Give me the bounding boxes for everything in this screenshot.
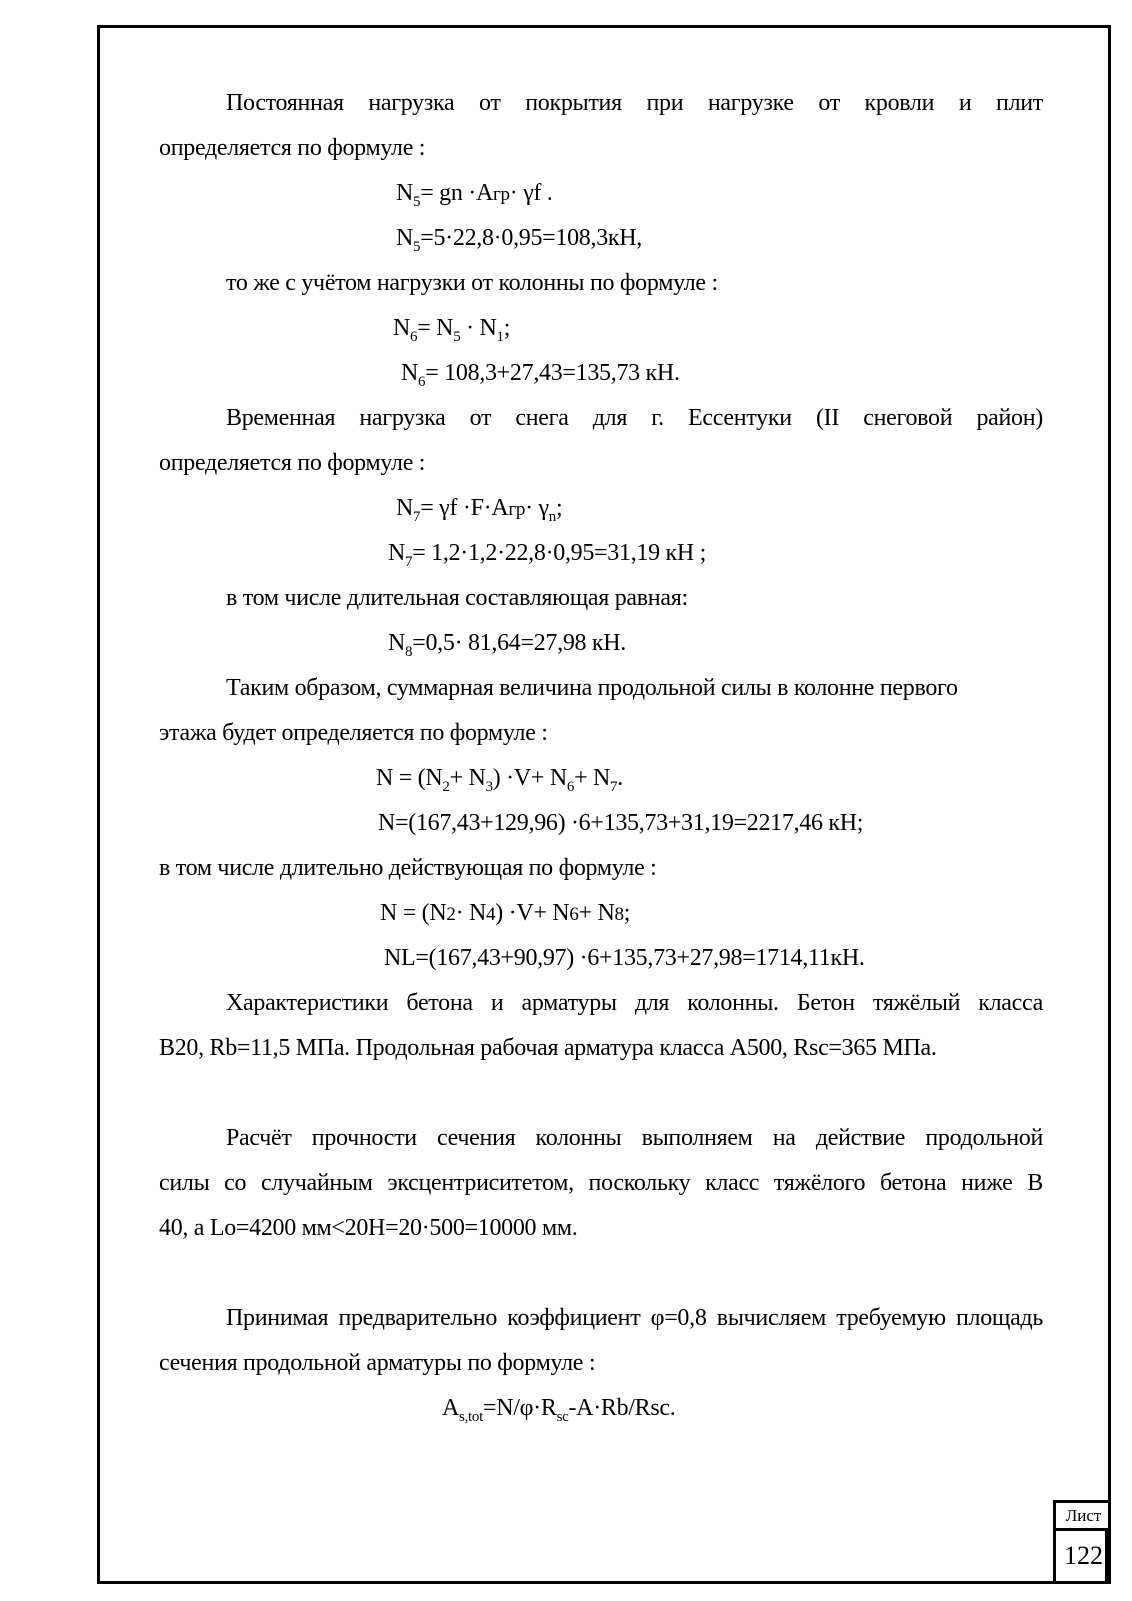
formula-n5-calc: $N_5=5\cdot 22,8\cdot 0,95=108,3кН$, — [396, 225, 642, 255]
formula-n5: $N_5=$ gn ·Aгр· γf . — [396, 180, 553, 210]
text-line: сечения продольной арматуры по формуле : — [159, 1350, 596, 1376]
formula-nl: N = (N2· N4) ·V+ N6+ N8; — [380, 900, 631, 926]
text-line: Расчёт прочности сечения колонны выполняем на действие продольной — [226, 1125, 1043, 1151]
text-line: определяется по формуле : — [159, 450, 426, 476]
page-number: 122 — [1064, 1541, 1103, 1570]
stamp-label: Лист — [1065, 1506, 1102, 1525]
formula-n-total-calc: N=(167,43+129,96) ·6+135,73+31,19=2217,46 кН; — [378, 810, 864, 836]
formula-n6: $N_6= N_5 \cdot N_1$; — [393, 315, 511, 345]
stamp-label-cell — [1053, 1500, 1108, 1528]
text-line: Таким образом, суммарная величина продольной силы в колонне первого — [226, 675, 958, 701]
text-line: силы со случайным эксцентриситетом, поскольку класс тяжёлого бетона ниже В — [159, 1170, 1043, 1196]
formula-n7-calc: $N_7= 1,2\cdot 1,2\cdot 22,8\cdot 0,95=31,19$ кН ; — [388, 540, 706, 570]
text-line: в том числе длительно действующая по формуле : — [159, 855, 657, 881]
formula-n6-calc: $N_6= 108,3+27,43=135,73$ кН. — [401, 360, 680, 390]
text-line: определяется по формуле : — [159, 135, 426, 161]
text-line: В20, Rb=11,5 МПа. Продольная рабочая арматура класса А500, Rsc=365 МПа. — [159, 1035, 937, 1061]
text-line: Постоянная нагрузка от покрытия при нагрузке от кровли и плит — [226, 90, 1043, 116]
text-line: Характеристики бетона и арматуры для колонны. Бетон тяжёлый класса — [226, 990, 1043, 1016]
stamp-number-cell — [1053, 1528, 1108, 1584]
text-line: то же с учётом нагрузки от колонны по формуле : — [226, 270, 718, 296]
text-line: 40, а Lo=4200 мм<20H=20·500=10000 мм. — [159, 1215, 578, 1241]
text-line: этажа будет определяется по формуле : — [159, 720, 548, 746]
formula-n7: $N_7= \gamma f \cdot F\cdot Aгр\cdot \gamma_n$; — [396, 495, 563, 525]
formula-n-total: $N = (N_2+ N_3) \cdot V+ N_6+ N_7$. — [376, 765, 623, 795]
text-line: Временная нагрузка от снега для г. Ессентуки (II снеговой район) — [226, 405, 1043, 431]
text-line: в том числе длительная составляющая равная: — [226, 585, 688, 611]
text-line: Принимая предварительно коэффициент φ=0,8 вычисляем требуемую площадь — [226, 1305, 1043, 1331]
formula-n8: $N_8=0,5\cdot 81,64=27,98$ кН. — [388, 630, 627, 660]
formula-as-tot: $A_{s,tot}=N/\varphi\cdot R_{sc}-A\cdot Rb$/Rsc. — [442, 1395, 676, 1425]
formula-nl-calc: NL=(167,43+90,97) ·6+135,73+27,98=1714,11кН. — [384, 945, 865, 971]
sheet-stamp — [1053, 1500, 1111, 1584]
